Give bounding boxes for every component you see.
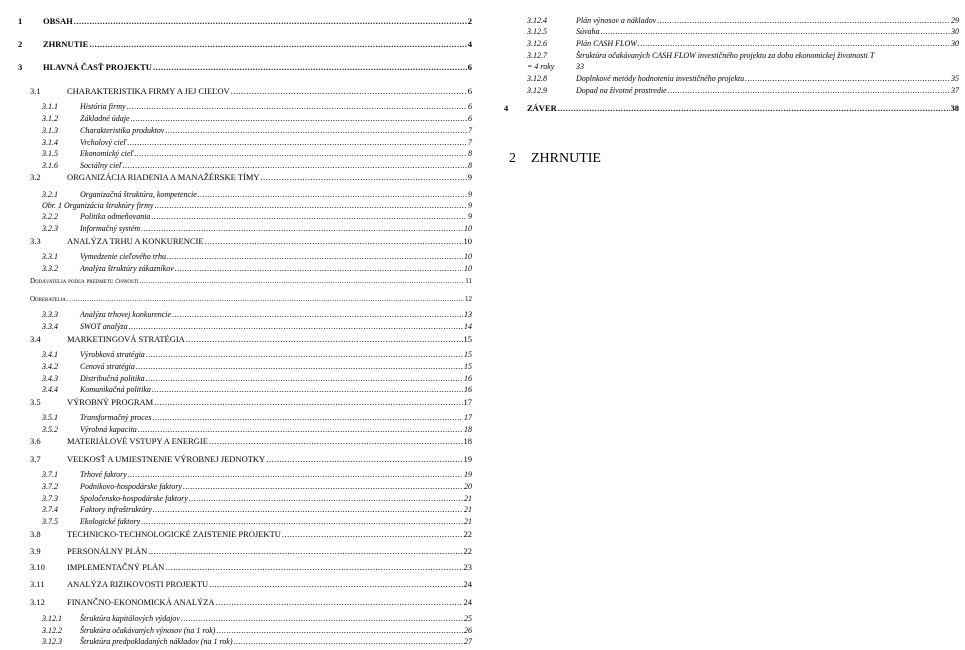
toc-entry-number: 3.1.5 — [42, 149, 58, 158]
toc-entry[interactable] — [30, 86, 472, 96]
toc-entry-number: 3.12.1 — [42, 614, 62, 623]
toc-entry-page: 9 — [468, 201, 472, 210]
toc-entry[interactable] — [42, 252, 472, 262]
toc-entry-page: 27 — [464, 637, 472, 646]
toc-entry[interactable] — [42, 149, 472, 159]
toc-entry-page: 21 — [464, 505, 472, 514]
toc-entry-page: 18 — [463, 436, 472, 446]
toc-entry[interactable] — [30, 172, 472, 182]
toc-entry-number: 3.2.1 — [42, 190, 58, 199]
toc-entry-page: 10 — [464, 224, 472, 233]
toc-leader-dots — [189, 494, 463, 504]
toc-entry-number: 3.12.5 — [527, 27, 547, 36]
toc-leader-dots — [601, 27, 950, 37]
toc-entry-number: 3.12.6 — [527, 39, 547, 48]
toc-entry-number: 3.5 — [30, 397, 41, 407]
toc-entry-page: 8 — [468, 161, 472, 170]
toc-entry-title: Dodávatelia podľa predmetu činnosti — [30, 277, 139, 285]
toc-leader-dots — [558, 103, 950, 113]
toc-entry[interactable] — [42, 385, 472, 395]
toc-entry[interactable] — [42, 190, 472, 200]
toc-entry[interactable] — [42, 264, 472, 274]
toc-entry[interactable] — [30, 579, 472, 589]
toc-entry-number: 3.1.3 — [42, 126, 58, 135]
toc-leader-dots — [209, 436, 463, 446]
toc-entry-number: 3.1.4 — [42, 138, 58, 147]
toc-entry[interactable] — [30, 562, 472, 572]
toc-leader-dots — [198, 190, 467, 200]
toc-entry-title: MARKETINGOVÁ STRATÉGIA — [67, 334, 185, 344]
toc-entry-title: ANALÝZA RIZIKOVOSTI PROJEKTU — [67, 579, 209, 589]
toc-entry[interactable] — [30, 294, 472, 304]
toc-entry-title: Štruktúra očakávaných CASH FLOW investičného projektu za dobu ekonomickej životnosti T — [576, 51, 875, 60]
toc-entry-title: Podnikovo-hospodárske faktory — [80, 482, 182, 491]
toc-leader-dots — [165, 562, 462, 572]
toc-entry-number: 3.1.1 — [42, 102, 58, 111]
toc-entry-title: História firmy — [80, 102, 126, 111]
toc-entry-number: 4 — [504, 103, 509, 113]
toc-leader-dots — [148, 546, 462, 556]
toc-entry-page: 6 — [468, 114, 472, 123]
toc-entry-number: 3.7.3 — [42, 494, 58, 503]
toc-entry-title: PERSONÁLNY PLÁN — [67, 546, 148, 556]
toc-leader-dots — [74, 16, 467, 26]
toc-entry-number: 3.4.2 — [42, 362, 58, 371]
toc-entry-title: 33 — [576, 62, 584, 71]
toc-entry[interactable] — [42, 482, 472, 492]
toc-entry-title: Transformačný proces — [80, 413, 152, 422]
toc-entry-page: 19 — [464, 470, 472, 479]
toc-entry-page: 23 — [463, 562, 472, 572]
toc-entry-page: 10 — [464, 252, 472, 261]
toc-leader-dots — [216, 597, 463, 607]
toc-entry[interactable] — [42, 322, 472, 332]
toc-entry-number: 3.12 — [30, 597, 45, 607]
toc-leader-dots — [261, 172, 467, 182]
toc-leader-dots — [181, 614, 463, 624]
toc-entry-page: 30 — [951, 27, 959, 36]
toc-entry-title: Politika odmeňovania — [80, 212, 151, 221]
toc-entry-page: 29 — [951, 16, 959, 25]
toc-entry[interactable] — [30, 546, 472, 556]
toc-leader-dots — [282, 529, 463, 539]
toc-leader-dots — [146, 350, 463, 360]
toc-entry-number: 3.8 — [30, 529, 41, 539]
toc-entry-number: 3 — [18, 62, 23, 72]
toc-entry-page: 24 — [463, 597, 472, 607]
toc-entry[interactable] — [42, 626, 472, 636]
toc-entry-page: 12 — [465, 295, 472, 303]
toc-entry-page: 9 — [468, 190, 472, 199]
toc-leader-dots — [152, 385, 463, 395]
toc-entry-number: 3.4.1 — [42, 350, 58, 359]
toc-leader-dots — [128, 470, 463, 480]
toc-entry-title: Štruktúra predpokladaných nákladov (na 1 rok) — [80, 637, 233, 646]
toc-entry[interactable] — [527, 74, 959, 84]
toc-entry-page: 16 — [464, 374, 472, 383]
toc-entry-page: 8 — [468, 149, 472, 158]
toc-leader-dots — [657, 16, 950, 26]
toc-leader-dots — [127, 102, 467, 112]
toc-leader-dots — [136, 362, 463, 372]
toc-entry-number: 3.7.2 — [42, 482, 58, 491]
toc-entry[interactable] — [504, 103, 959, 113]
toc-entry-title: Faktory infraštruktúry — [80, 505, 152, 514]
toc-entry[interactable] — [18, 16, 472, 26]
toc-entry-number: 3.2.2 — [42, 212, 58, 221]
toc-entry[interactable] — [527, 51, 959, 61]
toc-leader-dots — [141, 517, 463, 527]
toc-entry-number: 3.7.4 — [42, 505, 58, 514]
toc-entry-page: 25 — [464, 614, 472, 623]
toc-entry[interactable] — [42, 212, 472, 222]
toc-entry-title: Trhové faktory — [80, 470, 127, 479]
toc-entry-title: Sociálny cieľ — [80, 161, 122, 170]
toc-leader-dots — [167, 252, 463, 262]
toc-leader-dots — [153, 505, 463, 515]
toc-entry[interactable] — [527, 62, 959, 72]
toc-entry[interactable] — [30, 276, 472, 286]
toc-entry-number: 3.12.9 — [527, 86, 547, 95]
toc-entry-number: 3.7.1 — [42, 470, 58, 479]
toc-entry-title: Dopad na životné prostredie — [576, 86, 667, 95]
toc-leader-dots — [146, 374, 463, 384]
toc-leader-dots — [141, 224, 463, 234]
toc-entry-page: 6 — [467, 86, 472, 96]
toc-entry-number: 3.3.4 — [42, 322, 58, 331]
toc-entry-title: Doplnkové metódy hodnotenia investičného projektu — [576, 74, 745, 83]
toc-leader-dots — [152, 413, 463, 423]
toc-entry-number: 3.3.2 — [42, 264, 58, 273]
toc-entry-number: 3.3 — [30, 236, 41, 246]
toc-leader-dots — [175, 264, 463, 274]
toc-leader-dots — [216, 626, 463, 636]
toc-leader-dots — [233, 637, 463, 647]
toc-leader-dots — [151, 212, 467, 222]
toc-entry-page: 20 — [464, 482, 472, 491]
toc-entry-page: 11 — [465, 277, 472, 285]
toc-entry-page: 22 — [463, 529, 472, 539]
toc-leader-dots — [131, 114, 467, 124]
toc-entry[interactable] — [42, 505, 472, 515]
toc-leader-dots — [127, 138, 467, 148]
toc-entry-page: 17 — [464, 413, 472, 422]
toc-leader-dots — [172, 310, 463, 320]
toc-entry[interactable] — [42, 470, 472, 480]
toc-entry-page: 16 — [464, 385, 472, 394]
toc-entry-title: Štruktúra očakávaných výnosov (na 1 rok) — [80, 626, 216, 635]
toc-leader-dots — [153, 62, 467, 72]
toc-entry-page: 38 — [950, 103, 959, 113]
toc-entry-number: 3.12.3 — [42, 637, 62, 646]
toc-entry[interactable] — [42, 161, 472, 171]
section-heading — [509, 151, 601, 167]
toc-entry-number: 3.12.2 — [42, 626, 62, 635]
section-heading-number: 2 — [509, 151, 516, 166]
toc-entry-page: 7 — [468, 126, 472, 135]
toc-entry-title: Plán výnosov a nákladov — [576, 16, 657, 25]
toc-entry-title: FINANČNO-EKONOMICKÁ ANALÝZA — [67, 597, 215, 607]
toc-entry-title: Informačný systém — [80, 224, 141, 233]
toc-leader-dots — [186, 334, 463, 344]
toc-entry[interactable] — [42, 425, 472, 435]
toc-entry[interactable] — [30, 597, 472, 607]
toc-entry-number: 3.1 — [30, 86, 41, 96]
toc-entry-page: 18 — [464, 425, 472, 434]
toc-entry-number: 1 — [18, 16, 23, 26]
toc-entry-number: 3.3.1 — [42, 252, 58, 261]
toc-entry-number: 3.4.3 — [42, 374, 58, 383]
toc-entry-page: 15 — [464, 350, 472, 359]
toc-leader-dots — [745, 74, 950, 84]
toc-entry-title: CHARAKTERISTIKA FIRMY A JEJ CIEĽOV — [67, 86, 230, 96]
toc-entry-number: 3.5.1 — [42, 413, 58, 422]
toc-entry-title: TECHNICKO-TECHNOLOGICKÉ ZAISTENIE PROJEKTU — [67, 529, 281, 539]
toc-entry-title: Plán CASH FLOW — [576, 39, 637, 48]
toc-entry-page: 9 — [468, 212, 472, 221]
toc-leader-dots — [231, 86, 467, 96]
toc-entry[interactable] — [42, 614, 472, 624]
toc-leader-dots — [154, 201, 467, 211]
toc-entry-title: Obr. 1 Organizácia štruktúry firmy — [42, 201, 154, 210]
toc-entry-page: 17 — [463, 397, 472, 407]
toc-entry-title: ZHRNUTIE — [43, 39, 89, 49]
section-heading-title: ZHRNUTIE — [531, 151, 601, 166]
toc-entry-number: 3.10 — [30, 562, 45, 572]
toc-entry-number: 3.7 — [30, 454, 41, 464]
toc-entry-title: HLAVNÁ ČASŤ PROJEKTU — [43, 62, 152, 72]
toc-entry-title: Cenová stratégia — [80, 362, 135, 371]
toc-entry[interactable] — [527, 27, 959, 37]
toc-entry-number: 3.2.3 — [42, 224, 58, 233]
toc-entry-title: MATERIÁLOVÉ VSTUPY A ENERGIE — [67, 436, 208, 446]
toc-entry-page: 7 — [468, 138, 472, 147]
toc-leader-dots — [89, 39, 466, 49]
toc-entry-page: 22 — [463, 546, 472, 556]
toc-entry[interactable] — [18, 62, 472, 72]
toc-entry-title: Organizačná štruktúra, kompetencie — [80, 190, 197, 199]
toc-entry-title: VÝROBNÝ PROGRAM — [67, 397, 154, 407]
toc-entry-number: = 4 roky — [527, 62, 555, 71]
toc-entry[interactable] — [42, 310, 472, 320]
toc-entry-page: 30 — [951, 39, 959, 48]
toc-entry-page: 26 — [464, 626, 472, 635]
toc-entry[interactable] — [18, 39, 472, 49]
toc-leader-dots — [209, 579, 462, 589]
toc-entry-page: 21 — [464, 494, 472, 503]
toc-entry[interactable] — [42, 494, 472, 504]
toc-entry-title: ZÁVER — [527, 103, 557, 113]
toc-entry-title: Analýza trhovej konkurencie — [80, 310, 172, 319]
toc-entry-title: Distribučná politika — [80, 374, 145, 383]
toc-entry-page: 10 — [464, 264, 472, 273]
toc-leader-dots — [140, 276, 465, 286]
toc-entry[interactable] — [42, 224, 472, 234]
toc-entry-page: 10 — [463, 236, 472, 246]
toc-entry[interactable] — [30, 529, 472, 539]
toc-entry-title: Výrobná kapacita — [80, 425, 137, 434]
toc-entry-number: 3.12.7 — [527, 51, 547, 60]
toc-entry-title: VEĽKOSŤ A UMIESTNENIE VÝROBNEJ JEDNOTKY — [67, 454, 266, 464]
toc-entry-page: 15 — [463, 334, 472, 344]
toc-entry-page: 21 — [464, 517, 472, 526]
toc-leader-dots — [129, 322, 463, 332]
toc-leader-dots — [266, 454, 462, 464]
toc-entry-title: Charakteristika produktov — [80, 126, 165, 135]
toc-entry[interactable] — [527, 39, 959, 49]
toc-entry-page: 14 — [464, 322, 472, 331]
toc-entry[interactable] — [42, 517, 472, 527]
toc-entry-title: IMPLEMENTAČNÝ PLÁN — [67, 562, 165, 572]
toc-entry[interactable] — [42, 637, 472, 647]
toc-entry-number: 3.1.6 — [42, 161, 58, 170]
toc-entry[interactable] — [42, 138, 472, 148]
toc-entry-number: 3.9 — [30, 546, 41, 556]
toc-entry[interactable] — [527, 86, 959, 96]
toc-entry-title: Spoločensko-hospodárske faktory — [80, 494, 188, 503]
toc-entry-title: Odberatelia — [30, 295, 66, 303]
toc-leader-dots — [67, 294, 464, 304]
toc-entry-number: 3.11 — [30, 579, 45, 589]
toc-entry-page: 15 — [464, 362, 472, 371]
toc-entry-number: 3.12.8 — [527, 74, 547, 83]
toc-entry-number: 3.1.2 — [42, 114, 58, 123]
toc-entry-page: 19 — [463, 454, 472, 464]
toc-entry-number: 3.6 — [30, 436, 41, 446]
toc-entry[interactable] — [42, 413, 472, 423]
toc-entry-title: Súvaha — [576, 27, 600, 36]
toc-entry-number: 3.4 — [30, 334, 41, 344]
toc-entry-title: SWOT analýza — [80, 322, 128, 331]
toc-leader-dots — [205, 236, 463, 246]
toc-entry-number: 3.5.2 — [42, 425, 58, 434]
toc-leader-dots — [123, 161, 467, 171]
toc-leader-dots — [668, 86, 950, 96]
toc-entry-page: 13 — [464, 310, 472, 319]
toc-leader-dots — [638, 39, 950, 49]
toc-entry-title: Vymedzenie cieľového trhu — [80, 252, 166, 261]
toc-leader-dots — [138, 425, 463, 435]
toc-entry-title: Ekonomický cieľ — [80, 149, 134, 158]
toc-entry-title: Základné údaje — [80, 114, 130, 123]
toc-leader-dots — [165, 126, 467, 136]
toc-entry[interactable] — [42, 114, 472, 124]
toc-entry-title: Výrobková stratégia — [80, 350, 145, 359]
toc-entry-title: Komunikačná politika — [80, 385, 151, 394]
toc-entry-number: 3.3.3 — [42, 310, 58, 319]
toc-entry-title: OBSAH — [43, 16, 73, 26]
toc-entry-page: 9 — [467, 172, 472, 182]
toc-entry[interactable] — [42, 374, 472, 384]
toc-entry[interactable] — [42, 201, 472, 211]
toc-entry-title: Ekologické faktory — [80, 517, 141, 526]
toc-leader-dots — [134, 149, 467, 159]
toc-leader-dots — [154, 397, 462, 407]
toc-entry-page: 6 — [468, 102, 472, 111]
toc-entry[interactable] — [30, 334, 472, 344]
toc-entry-title: ANALÝZA TRHU A KONKURENCIE — [67, 236, 204, 246]
toc-entry-page: 24 — [463, 579, 472, 589]
toc-entry-title: Analýza štruktúry zákazníkov — [80, 264, 174, 273]
toc-entry[interactable] — [42, 350, 472, 360]
toc-entry[interactable] — [30, 436, 472, 446]
toc-entry-number: 3.4.4 — [42, 385, 58, 394]
toc-entry[interactable] — [30, 397, 472, 407]
toc-entry-number: 3.2 — [30, 172, 41, 182]
toc-entry-page: 6 — [467, 62, 472, 72]
toc-entry-number: 2 — [18, 39, 23, 49]
toc-entry-page: 2 — [467, 16, 472, 26]
toc-entry[interactable] — [42, 102, 472, 112]
toc-entry[interactable] — [527, 16, 959, 26]
toc-entry-page: 35 — [951, 74, 959, 83]
toc-entry-page: 4 — [467, 39, 472, 49]
toc-entry[interactable] — [30, 236, 472, 246]
toc-leader-dots — [183, 482, 463, 492]
toc-entry-number: 3.7.5 — [42, 517, 58, 526]
toc-entry-title: Vrcholový cieľ — [80, 138, 127, 147]
toc-entry-title: ORGANIZÁCIA RIADENIA A MANAŽÉRSKE TÍMY — [67, 172, 260, 182]
toc-entry-title: Štruktúra kapitálových výdajov — [80, 614, 180, 623]
toc-entry-number: 3.12.4 — [527, 16, 547, 25]
toc-entry-page: 37 — [951, 86, 959, 95]
toc-entry[interactable] — [30, 454, 472, 464]
toc-entry[interactable] — [42, 362, 472, 372]
toc-entry[interactable] — [42, 126, 472, 136]
